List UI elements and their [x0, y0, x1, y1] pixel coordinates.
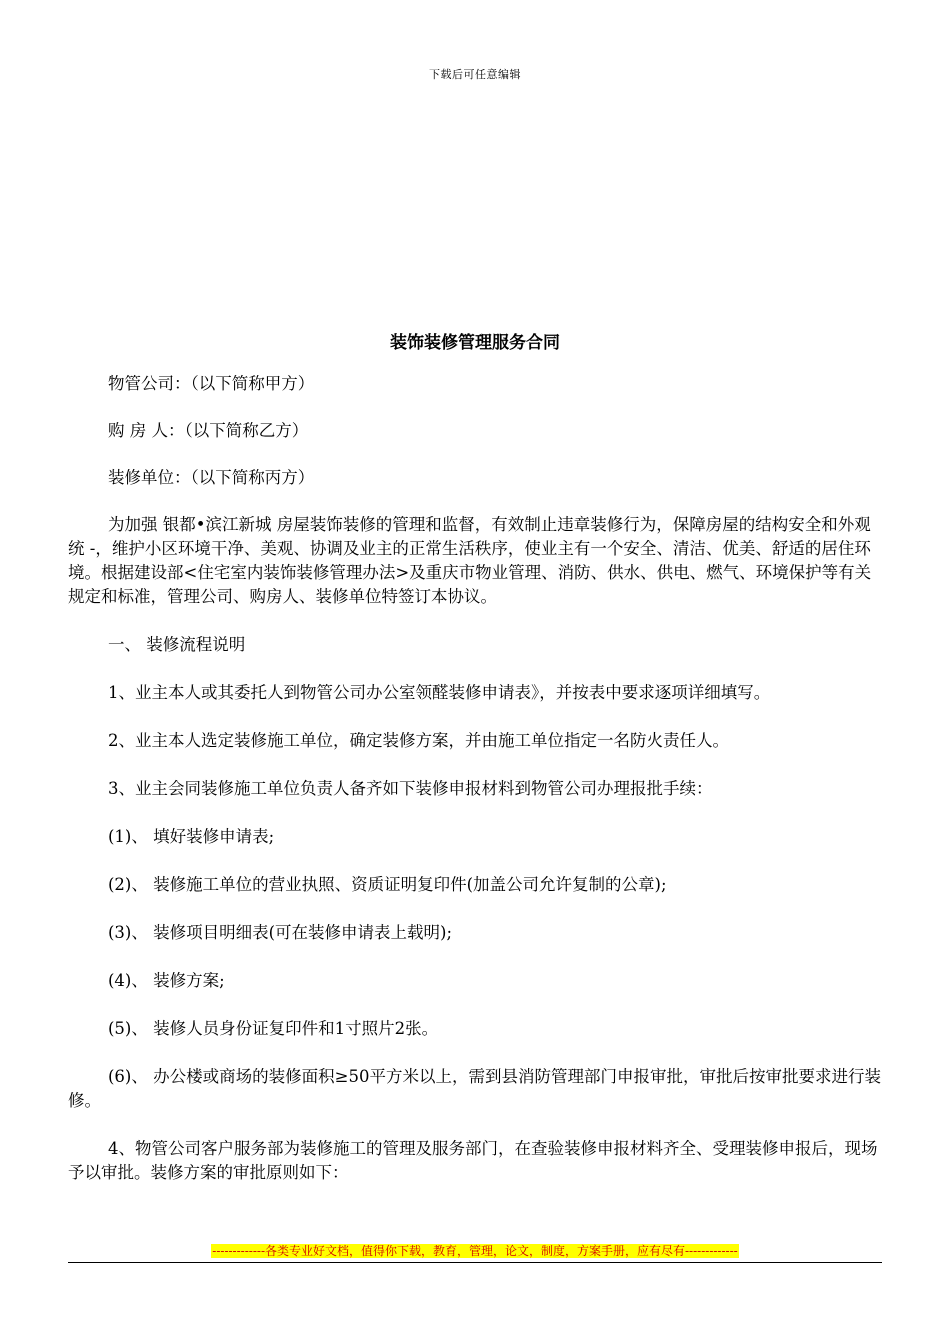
footer-banner — [0, 1242, 950, 1259]
footer-divider — [68, 1262, 882, 1263]
step-item: 1、业主本人或其委托人到物管公司办公室领醛装修申请表》，并按表中要求逐项详细填写。 — [108, 683, 771, 702]
material-item: (2)、 装修施工单位的营业执照、资质证明复印件(加盖公司允许复制的公章); — [108, 875, 667, 894]
step-item: 3、业主会同装修施工单位负责人备齐如下装修申报材料到物管公司办理报批手续： — [108, 779, 713, 798]
material-item: (1)、 填好装修申请表; — [108, 827, 275, 846]
document-body — [68, 372, 882, 1209]
party-buyer: 购 房 人：（以下简称乙方） — [108, 421, 309, 440]
step-item: 2、业主本人选定装修施工单位，确定装修方案，并由施工单位指定一名防火责任人。 — [108, 731, 729, 750]
material-item: (4)、 装修方案; — [108, 971, 225, 990]
material-item: (5)、 装修人员身份证复印件和1寸照片2张。 — [108, 1019, 439, 1038]
party-decorator: 装修单位：（以下简称丙方） — [108, 468, 315, 487]
material-item: (3)、 装修项目明细表(可在装修申请表上载明); — [108, 923, 453, 942]
page-header-note: 下载后可任意编辑 — [429, 68, 521, 81]
step-item: 4、物管公司客户服务部为装修施工的管理及服务部门，在查验装修申报材料齐全、受理装修申报后，现场予以审批。装修方案的审批原则如下： — [68, 1139, 878, 1182]
material-item: (6)、 办公楼或商场的装修面积≥50平方米以上，需到县消防管理部门申报审批，审批后按审批要求进行装修。 — [68, 1067, 881, 1110]
intro-paragraph: 为加强 银都•滨江新城 房屋装饰装修的管理和监督，有效制止违章装修行为，保障房屋的结构安全和外观统 -，维护小区环境干净、美观、协调及业主的正常生活秩序，使业主有一个安全、清洁、优美、舒适的居住环境。根据建设部<住宅室内装饰装修管理办法>及重庆市物业管理、消防、供水、供电、燃气、环境保护等有关规定和标准，管理公司、购房人、装修单位特签订本协议。 — [68, 515, 872, 606]
document-title: 装饰装修管理服务合同 — [390, 333, 560, 353]
section-heading: 一、 装修流程说明 — [108, 635, 246, 654]
footer-banner-text: -------------各类专业好文档，值得你下载，教育，管理，论文，制度，方案手册，应有尽有------------- — [212, 1244, 738, 1258]
party-property-company: 物管公司：（以下简称甲方） — [108, 374, 315, 393]
